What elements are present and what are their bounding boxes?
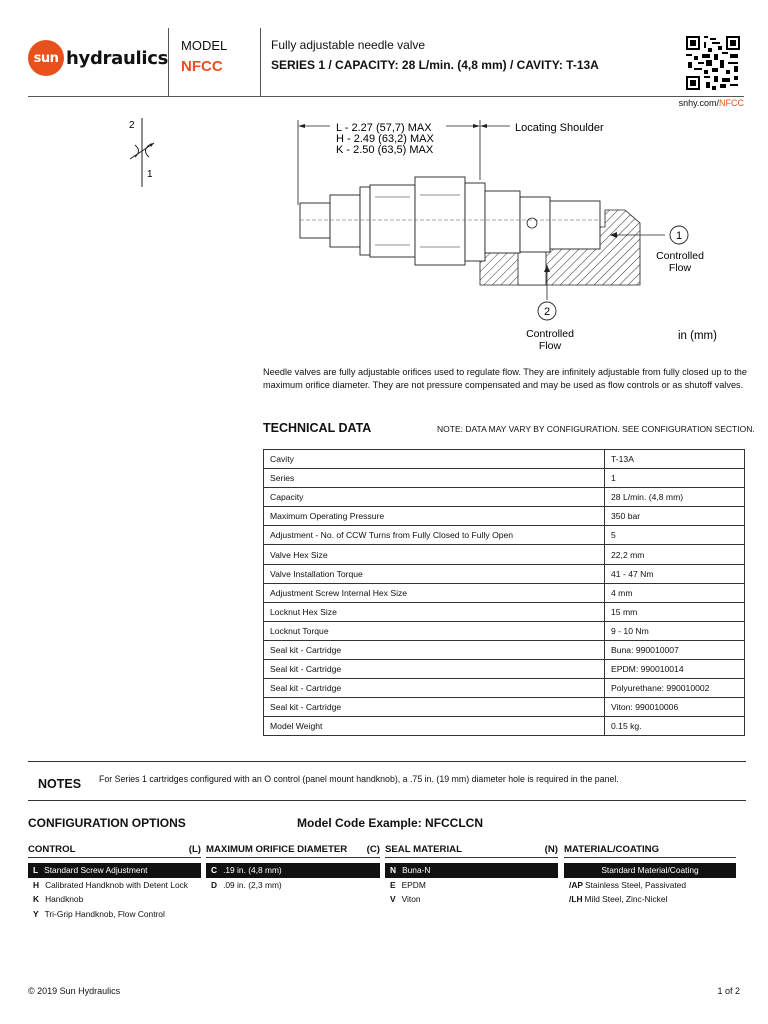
option-text: Standard Material/Coating (601, 865, 699, 875)
notes-text: For Series 1 cartridges configured with an O control (panel mount handknob), a .75 in. (19 mm) diameter hole is required in the panel. (99, 774, 619, 784)
option[interactable] (385, 878, 558, 893)
spec-value: Buna: 990010007 (605, 640, 745, 659)
option-text: Buna-N (402, 865, 431, 875)
dimension-k: K - 2.50 (63,5) MAX (336, 144, 434, 156)
page-number: 1 of 2 (717, 986, 740, 996)
column-header (28, 844, 201, 858)
table-row (264, 488, 745, 507)
table-row (264, 621, 745, 640)
spec-value: 15 mm (605, 602, 745, 621)
option-code: D (211, 879, 218, 890)
option[interactable] (28, 878, 201, 893)
spec-value: 5 (605, 526, 745, 545)
logo-mark: sun (28, 40, 64, 76)
table-row (264, 602, 745, 621)
web-link-prefix: snhy.com/ (678, 98, 719, 108)
model-code-example: Model Code Example: NFCCLCN (297, 816, 484, 830)
spec-label: Cavity (264, 450, 605, 469)
units-label: in (mm) (678, 330, 717, 342)
option-text: Stainless Steel, Passivated (584, 879, 686, 890)
table-row (264, 545, 745, 564)
port-1-label-line2: Flow (668, 262, 692, 274)
spec-value: 0.15 kg. (605, 717, 745, 736)
option[interactable] (385, 892, 558, 907)
spec-label: Valve Hex Size (264, 545, 605, 564)
header-divider (260, 28, 261, 97)
option-selected[interactable] (206, 863, 380, 878)
locating-shoulder-label: Locating Shoulder (515, 122, 604, 134)
spec-value: Viton: 990010006 (605, 698, 745, 717)
column-default-code: (L) (188, 844, 201, 855)
spec-label: Series (264, 469, 605, 488)
port-2-label-line1: Controlled (526, 328, 574, 340)
option-text: Standard Screw Adjustment (44, 865, 148, 875)
column-header (385, 844, 558, 858)
technical-data-title: TECHNICAL DATA (263, 421, 372, 435)
web-link-code: NFCC (719, 98, 744, 108)
column-name: MAXIMUM ORIFICE DIAMETER (206, 844, 348, 855)
copyright: © 2019 Sun Hydraulics (28, 986, 121, 996)
table-row (264, 583, 745, 602)
table-row (264, 660, 745, 679)
column-name: SEAL MATERIAL (385, 844, 462, 855)
option-code: E (390, 879, 396, 890)
technical-data-note: NOTE: DATA MAY VARY BY CONFIGURATION. SEE CONFIGURATION SECTION. (437, 424, 755, 434)
cartridge-drawing (280, 115, 740, 355)
column-header (206, 844, 380, 858)
configuration-title: CONFIGURATION OPTIONS (28, 816, 186, 830)
spec-value: 1 (605, 469, 745, 488)
product-title: Fully adjustable needle valve (271, 38, 426, 52)
config-column-orifice (206, 844, 380, 892)
spec-label: Locknut Hex Size (264, 602, 605, 621)
model-code: NFCC (181, 58, 223, 75)
option[interactable] (28, 892, 201, 907)
model-label: MODEL (181, 38, 228, 53)
option-text: Tri-Grip Handknob, Flow Control (44, 908, 165, 919)
dimension-l: L - 2.27 (57,7) MAX (336, 122, 432, 134)
option-code: Y (33, 908, 39, 919)
spec-value: 41 - 47 Nm (605, 564, 745, 583)
option-code: K (33, 894, 40, 905)
spec-value: T-13A (605, 450, 745, 469)
spec-value: EPDM: 990010014 (605, 660, 745, 679)
option-code: H (33, 879, 40, 890)
spec-value: Polyurethane: 990010002 (605, 679, 745, 698)
option-code: C (211, 865, 218, 875)
column-default-code: (N) (544, 844, 558, 855)
spec-label: Adjustment Screw Internal Hex Size (264, 583, 605, 602)
config-column-material (564, 844, 736, 907)
option-code: N (390, 865, 397, 875)
spec-label: Seal kit - Cartridge (264, 640, 605, 659)
table-row (264, 507, 745, 526)
product-description: Needle valves are fully adjustable orifices used to regulate flow. They are infinitely adjustable from fully closed up to the maximum orifice diameter. They are not pressure compensated and may be used as flow controls or as shutoff valves. (263, 367, 747, 390)
spec-value: 22,2 mm (605, 545, 745, 564)
option-code: /LH (569, 894, 583, 905)
spec-label: Locknut Torque (264, 621, 605, 640)
web-link[interactable] (679, 98, 744, 108)
table-row (264, 526, 745, 545)
option[interactable] (564, 892, 736, 907)
schematic-port-1: 1 (147, 169, 153, 180)
table-row (264, 717, 745, 736)
table-row (264, 679, 745, 698)
hydraulic-symbol (120, 115, 170, 195)
option-text: .09 in. (2,3 mm) (223, 879, 282, 890)
product-subtitle: SERIES 1 / CAPACITY: 28 L/min. (4,8 mm) / CAVITY: T-13A (271, 58, 599, 72)
option-text: EPDM (401, 879, 426, 890)
option[interactable] (28, 907, 201, 922)
config-column-control (28, 844, 201, 921)
divider (28, 761, 746, 762)
config-column-seal (385, 844, 558, 907)
column-default-code: (C) (366, 844, 380, 855)
spec-value: 28 L/min. (4,8 mm) (605, 488, 745, 507)
port-2-label-line2: Flow (538, 340, 562, 352)
page-header (28, 28, 744, 97)
option-text: Handknob (45, 894, 84, 905)
spec-label: Capacity (264, 488, 605, 507)
option-selected[interactable] (385, 863, 558, 878)
option-code: L (33, 865, 39, 875)
notes-title: NOTES (38, 777, 82, 791)
spec-label: Valve Installation Torque (264, 564, 605, 583)
port-2-number: 2 (543, 306, 551, 318)
table-row (264, 564, 745, 583)
port-1-label-line1: Controlled (656, 250, 704, 262)
column-name: CONTROL (28, 844, 76, 855)
schematic-port-2: 2 (129, 120, 135, 131)
technical-data-table (263, 449, 745, 736)
spec-value: 9 - 10 Nm (605, 621, 745, 640)
qr-code-icon[interactable] (686, 36, 740, 90)
option-selected[interactable] (564, 863, 736, 878)
column-header (564, 844, 736, 858)
option[interactable] (206, 878, 380, 893)
logo-wordmark: hydraulics (66, 47, 168, 69)
divider (28, 800, 746, 801)
header-divider (168, 28, 169, 97)
option-selected[interactable] (28, 863, 201, 878)
spec-label: Adjustment - No. of CCW Turns from Fully Closed to Fully Open (264, 526, 605, 545)
table-row (264, 469, 745, 488)
option-code: /AP (569, 879, 583, 890)
dimension-h: H - 2.49 (63,2) MAX (336, 133, 434, 145)
option-text: Calibrated Handknob with Detent Lock (45, 879, 188, 890)
spec-value: 350 bar (605, 507, 745, 526)
option-code: V (390, 894, 396, 905)
spec-label: Seal kit - Cartridge (264, 660, 605, 679)
option-text: Viton (401, 894, 421, 905)
spec-label: Seal kit - Cartridge (264, 698, 605, 717)
sun-hydraulics-logo[interactable] (28, 40, 168, 76)
spec-label: Model Weight (264, 717, 605, 736)
spec-label: Seal kit - Cartridge (264, 679, 605, 698)
spec-value: 4 mm (605, 583, 745, 602)
option-text: Mild Steel, Zinc-Nickel (584, 894, 668, 905)
column-name: MATERIAL/COATING (564, 844, 660, 855)
port-1-number: 1 (675, 230, 683, 242)
table-row (264, 450, 745, 469)
option[interactable] (564, 878, 736, 893)
table-row (264, 698, 745, 717)
table-row (264, 640, 745, 659)
option-text: .19 in. (4,8 mm) (223, 865, 282, 875)
spec-label: Maximum Operating Pressure (264, 507, 605, 526)
